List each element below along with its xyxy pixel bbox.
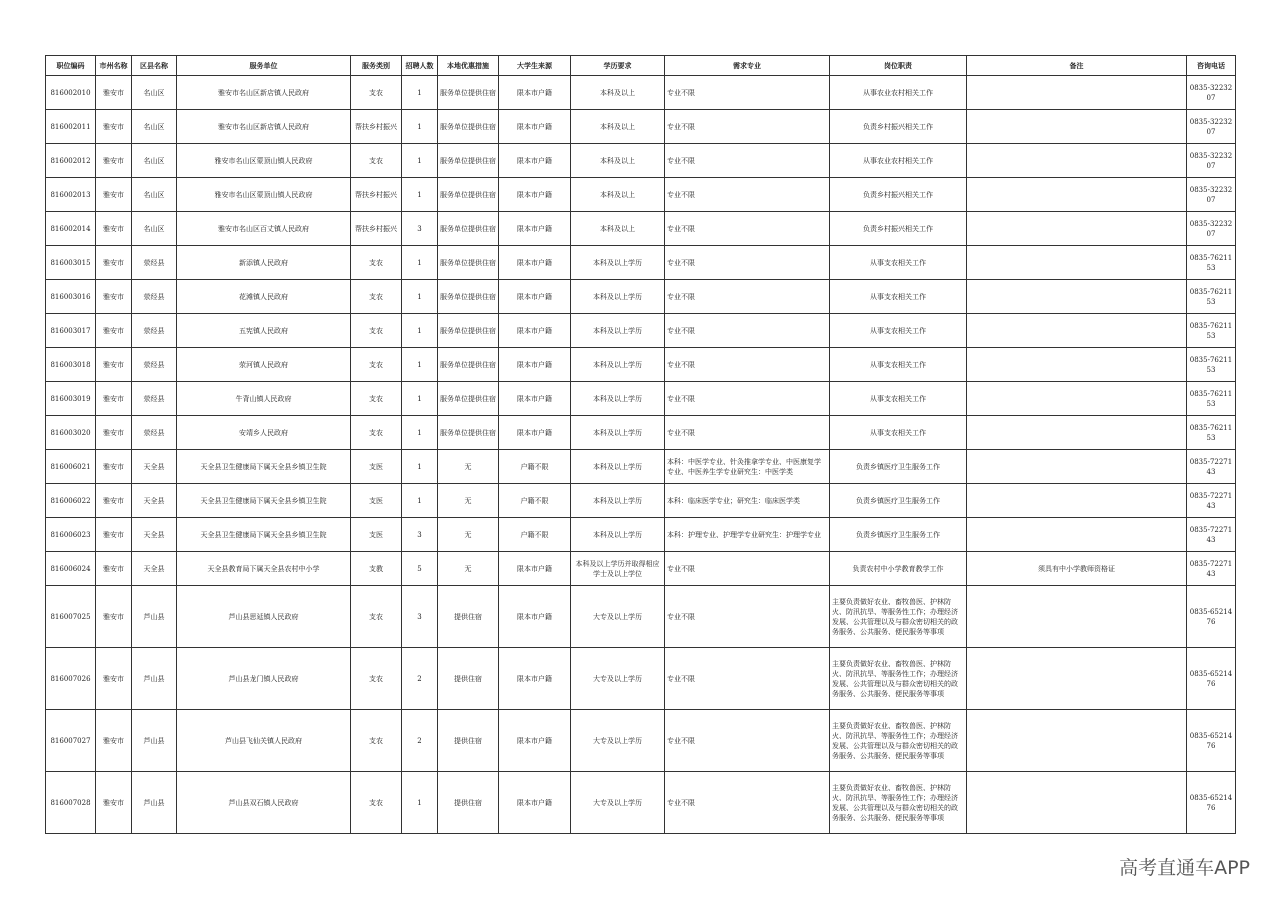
table-row — [46, 280, 1236, 314]
major-cell: 专业不限 — [665, 382, 830, 416]
job-code-cell: 816002010 — [46, 76, 96, 110]
header-cell: 服务类别 — [351, 56, 402, 76]
student-source-cell: 限本市户籍 — [499, 552, 571, 586]
job-code-cell: 816003019 — [46, 382, 96, 416]
service-unit-cell: 荥河镇人民政府 — [177, 348, 351, 382]
service-unit-cell: 天全县卫生健康局下属天全县乡镇卫生院 — [177, 484, 351, 518]
student-source-cell: 限本市户籍 — [499, 246, 571, 280]
duties-cell: 负责农村中小学教育教学工作 — [830, 552, 967, 586]
remarks-cell — [967, 648, 1187, 710]
table-body — [46, 76, 1236, 834]
duties-cell: 主要负责做好农业、畜牧兽医、护林防火、防汛抗旱、等服务性工作；办理经济发展、公共管理以及与群众密切相关的政务服务、公共服务、便民服务等事项 — [830, 710, 967, 772]
watermark: 高考直通车APP — [1119, 857, 1250, 879]
remarks-cell — [967, 314, 1187, 348]
headcount-cell: 1 — [402, 314, 438, 348]
local-benefit-cell: 服务单位提供住宿 — [438, 382, 499, 416]
service-unit-cell: 天全县卫生健康局下属天全县乡镇卫生院 — [177, 450, 351, 484]
phone-cell: 0835-7227143 — [1187, 552, 1236, 586]
service-type-cell: 支农 — [351, 348, 402, 382]
county-cell: 名山区 — [132, 76, 177, 110]
service-unit-cell: 雅安市名山区蒙顶山镇人民政府 — [177, 178, 351, 212]
remarks-cell — [967, 280, 1187, 314]
city-cell: 雅安市 — [96, 246, 132, 280]
local-benefit-cell: 服务单位提供住宿 — [438, 314, 499, 348]
job-code-cell: 816007028 — [46, 772, 96, 834]
city-cell: 雅安市 — [96, 348, 132, 382]
phone-cell: 0835-7621153 — [1187, 382, 1236, 416]
phone-cell: 0835-7227143 — [1187, 450, 1236, 484]
headcount-cell: 1 — [402, 76, 438, 110]
service-unit-cell: 雅安市名山区百丈镇人民政府 — [177, 212, 351, 246]
education-cell: 本科及以上 — [571, 76, 665, 110]
service-type-cell: 支医 — [351, 484, 402, 518]
major-cell: 本科：护理专业、护理学专业研究生：护理学专业 — [665, 518, 830, 552]
phone-cell: 0835-6521476 — [1187, 772, 1236, 834]
student-source-cell: 限本市户籍 — [499, 416, 571, 450]
student-source-cell: 限本市户籍 — [499, 772, 571, 834]
header-cell: 区县名称 — [132, 56, 177, 76]
header-row — [46, 56, 1236, 76]
service-type-cell: 支农 — [351, 772, 402, 834]
headcount-cell: 1 — [402, 144, 438, 178]
phone-cell: 0835-3223207 — [1187, 110, 1236, 144]
duties-cell: 负责乡村振兴相关工作 — [830, 178, 967, 212]
education-cell: 本科及以上学历 — [571, 314, 665, 348]
service-unit-cell: 五宪镇人民政府 — [177, 314, 351, 348]
job-code-cell: 816002011 — [46, 110, 96, 144]
job-code-cell: 816003016 — [46, 280, 96, 314]
service-type-cell: 支农 — [351, 648, 402, 710]
headcount-cell: 1 — [402, 416, 438, 450]
service-type-cell: 支农 — [351, 144, 402, 178]
phone-cell: 0835-3223207 — [1187, 144, 1236, 178]
phone-cell: 0835-3223207 — [1187, 76, 1236, 110]
city-cell: 雅安市 — [96, 710, 132, 772]
job-code-cell: 816007027 — [46, 710, 96, 772]
local-benefit-cell: 无 — [438, 518, 499, 552]
major-cell: 专业不限 — [665, 212, 830, 246]
headcount-cell: 1 — [402, 348, 438, 382]
table-row — [46, 710, 1236, 772]
county-cell: 芦山县 — [132, 586, 177, 648]
service-unit-cell: 花滩镇人民政府 — [177, 280, 351, 314]
phone-cell: 0835-7621153 — [1187, 314, 1236, 348]
county-cell: 天全县 — [132, 450, 177, 484]
service-type-cell: 帮扶乡村振兴 — [351, 212, 402, 246]
header-cell: 需求专业 — [665, 56, 830, 76]
remarks-cell — [967, 518, 1187, 552]
remarks-cell — [967, 348, 1187, 382]
remarks-cell — [967, 110, 1187, 144]
header-cell: 学历要求 — [571, 56, 665, 76]
table-row — [46, 382, 1236, 416]
table-row — [46, 110, 1236, 144]
remarks-cell: 须具有中小学教师资格证 — [967, 552, 1187, 586]
student-source-cell: 户籍不限 — [499, 518, 571, 552]
local-benefit-cell: 服务单位提供住宿 — [438, 76, 499, 110]
major-cell: 专业不限 — [665, 314, 830, 348]
city-cell: 雅安市 — [96, 144, 132, 178]
city-cell: 雅安市 — [96, 552, 132, 586]
service-type-cell: 支医 — [351, 450, 402, 484]
remarks-cell — [967, 586, 1187, 648]
remarks-cell — [967, 144, 1187, 178]
local-benefit-cell: 提供住宿 — [438, 586, 499, 648]
student-source-cell: 限本市户籍 — [499, 348, 571, 382]
county-cell: 芦山县 — [132, 648, 177, 710]
city-cell: 雅安市 — [96, 110, 132, 144]
duties-cell: 从事支农相关工作 — [830, 348, 967, 382]
service-type-cell: 支农 — [351, 382, 402, 416]
phone-cell: 0835-3223207 — [1187, 178, 1236, 212]
duties-cell: 主要负责做好农业、畜牧兽医、护林防火、防汛抗旱、等服务性工作；办理经济发展、公共管理以及与群众密切相关的政务服务、公共服务、便民服务等事项 — [830, 648, 967, 710]
education-cell: 本科及以上学历 — [571, 280, 665, 314]
service-type-cell: 帮扶乡村振兴 — [351, 110, 402, 144]
phone-cell: 0835-7227143 — [1187, 484, 1236, 518]
service-type-cell: 支农 — [351, 416, 402, 450]
city-cell: 雅安市 — [96, 76, 132, 110]
remarks-cell — [967, 246, 1187, 280]
duties-cell: 主要负责做好农业、畜牧兽医、护林防火、防汛抗旱、等服务性工作；办理经济发展、公共管理以及与群众密切相关的政务服务、公共服务、便民服务等事项 — [830, 772, 967, 834]
headcount-cell: 1 — [402, 246, 438, 280]
remarks-cell — [967, 178, 1187, 212]
table-row — [46, 772, 1236, 834]
student-source-cell: 户籍不限 — [499, 450, 571, 484]
headcount-cell: 1 — [402, 484, 438, 518]
education-cell: 本科及以上学历 — [571, 518, 665, 552]
service-unit-cell: 雅安市名山区蒙顶山镇人民政府 — [177, 144, 351, 178]
local-benefit-cell: 服务单位提供住宿 — [438, 348, 499, 382]
remarks-cell — [967, 710, 1187, 772]
headcount-cell: 1 — [402, 280, 438, 314]
student-source-cell: 限本市户籍 — [499, 280, 571, 314]
major-cell: 专业不限 — [665, 552, 830, 586]
job-code-cell: 816003018 — [46, 348, 96, 382]
remarks-cell — [967, 382, 1187, 416]
service-type-cell: 帮扶乡村振兴 — [351, 178, 402, 212]
education-cell: 本科及以上学历 — [571, 246, 665, 280]
service-type-cell: 支农 — [351, 280, 402, 314]
local-benefit-cell: 服务单位提供住宿 — [438, 246, 499, 280]
duties-cell: 负责乡镇医疗卫生服务工作 — [830, 518, 967, 552]
city-cell: 雅安市 — [96, 314, 132, 348]
duties-cell: 负责乡镇医疗卫生服务工作 — [830, 450, 967, 484]
city-cell: 雅安市 — [96, 416, 132, 450]
student-source-cell: 限本市户籍 — [499, 382, 571, 416]
service-type-cell: 支农 — [351, 314, 402, 348]
phone-cell: 0835-7227143 — [1187, 518, 1236, 552]
service-unit-cell: 芦山县飞仙关镇人民政府 — [177, 710, 351, 772]
headcount-cell: 1 — [402, 178, 438, 212]
major-cell: 专业不限 — [665, 416, 830, 450]
county-cell: 荥经县 — [132, 348, 177, 382]
headcount-cell: 3 — [402, 212, 438, 246]
job-code-cell: 816007025 — [46, 586, 96, 648]
table-row — [46, 648, 1236, 710]
job-code-cell: 816006023 — [46, 518, 96, 552]
city-cell: 雅安市 — [96, 586, 132, 648]
service-unit-cell: 新添镇人民政府 — [177, 246, 351, 280]
student-source-cell: 户籍不限 — [499, 484, 571, 518]
remarks-cell — [967, 772, 1187, 834]
service-type-cell: 支农 — [351, 586, 402, 648]
student-source-cell: 限本市户籍 — [499, 76, 571, 110]
table-row — [46, 314, 1236, 348]
city-cell: 雅安市 — [96, 178, 132, 212]
phone-cell: 0835-7621153 — [1187, 246, 1236, 280]
major-cell: 专业不限 — [665, 144, 830, 178]
table-row — [46, 450, 1236, 484]
county-cell: 荥经县 — [132, 314, 177, 348]
job-code-cell: 816006024 — [46, 552, 96, 586]
county-cell: 芦山县 — [132, 710, 177, 772]
remarks-cell — [967, 450, 1187, 484]
education-cell: 本科及以上学历并取得相应学士及以上学位 — [571, 552, 665, 586]
headcount-cell: 1 — [402, 772, 438, 834]
headcount-cell: 5 — [402, 552, 438, 586]
remarks-cell — [967, 76, 1187, 110]
service-unit-cell: 芦山县龙门镇人民政府 — [177, 648, 351, 710]
service-type-cell: 支医 — [351, 518, 402, 552]
student-source-cell: 限本市户籍 — [499, 314, 571, 348]
table-row — [46, 416, 1236, 450]
table-row — [46, 144, 1236, 178]
phone-cell: 0835-7621153 — [1187, 280, 1236, 314]
header-cell: 招聘人数 — [402, 56, 438, 76]
major-cell: 专业不限 — [665, 586, 830, 648]
header-cell: 咨询电话 — [1187, 56, 1236, 76]
duties-cell: 从事支农相关工作 — [830, 246, 967, 280]
major-cell: 专业不限 — [665, 648, 830, 710]
major-cell: 专业不限 — [665, 348, 830, 382]
major-cell: 专业不限 — [665, 246, 830, 280]
student-source-cell: 限本市户籍 — [499, 586, 571, 648]
remarks-cell — [967, 484, 1187, 518]
phone-cell: 0835-7621153 — [1187, 416, 1236, 450]
student-source-cell: 限本市户籍 — [499, 212, 571, 246]
student-source-cell: 限本市户籍 — [499, 178, 571, 212]
job-code-cell: 816003015 — [46, 246, 96, 280]
county-cell: 名山区 — [132, 178, 177, 212]
student-source-cell: 限本市户籍 — [499, 110, 571, 144]
job-code-cell: 816003020 — [46, 416, 96, 450]
local-benefit-cell: 服务单位提供住宿 — [438, 212, 499, 246]
city-cell: 雅安市 — [96, 772, 132, 834]
table-row — [46, 246, 1236, 280]
local-benefit-cell: 服务单位提供住宿 — [438, 178, 499, 212]
job-code-cell: 816002014 — [46, 212, 96, 246]
headcount-cell: 2 — [402, 710, 438, 772]
student-source-cell: 限本市户籍 — [499, 144, 571, 178]
service-unit-cell: 天全县卫生健康局下属天全县乡镇卫生院 — [177, 518, 351, 552]
city-cell: 雅安市 — [96, 648, 132, 710]
local-benefit-cell: 提供住宿 — [438, 710, 499, 772]
city-cell: 雅安市 — [96, 280, 132, 314]
header-cell: 市州名称 — [96, 56, 132, 76]
major-cell: 专业不限 — [665, 76, 830, 110]
table-row — [46, 76, 1236, 110]
local-benefit-cell: 服务单位提供住宿 — [438, 110, 499, 144]
job-code-cell: 816003017 — [46, 314, 96, 348]
county-cell: 天全县 — [132, 484, 177, 518]
duties-cell: 从事支农相关工作 — [830, 314, 967, 348]
city-cell: 雅安市 — [96, 484, 132, 518]
county-cell: 天全县 — [132, 552, 177, 586]
county-cell: 芦山县 — [132, 772, 177, 834]
service-unit-cell: 雅安市名山区新店镇人民政府 — [177, 76, 351, 110]
headcount-cell: 1 — [402, 450, 438, 484]
education-cell: 本科及以上 — [571, 144, 665, 178]
duties-cell: 主要负责做好农业、畜牧兽医、护林防火、防汛抗旱、等服务性工作；办理经济发展、公共管理以及与群众密切相关的政务服务、公共服务、便民服务等事项 — [830, 586, 967, 648]
job-code-cell: 816002012 — [46, 144, 96, 178]
table-row — [46, 586, 1236, 648]
local-benefit-cell: 无 — [438, 552, 499, 586]
duties-cell: 从事支农相关工作 — [830, 280, 967, 314]
job-code-cell: 816007026 — [46, 648, 96, 710]
table-row — [46, 484, 1236, 518]
job-code-cell: 816002013 — [46, 178, 96, 212]
major-cell: 专业不限 — [665, 772, 830, 834]
service-type-cell: 支农 — [351, 710, 402, 772]
education-cell: 大专及以上学历 — [571, 710, 665, 772]
remarks-cell — [967, 212, 1187, 246]
service-unit-cell: 安靖乡人民政府 — [177, 416, 351, 450]
service-unit-cell: 牛背山镇人民政府 — [177, 382, 351, 416]
job-code-cell: 816006021 — [46, 450, 96, 484]
local-benefit-cell: 服务单位提供住宿 — [438, 416, 499, 450]
duties-cell: 从事农业农村相关工作 — [830, 144, 967, 178]
table-row — [46, 348, 1236, 382]
major-cell: 本科：中医学专业、针灸推拿学专业、中医康复学专业、中医养生学专业研究生：中医学类 — [665, 450, 830, 484]
education-cell: 本科及以上学历 — [571, 382, 665, 416]
header-cell: 岗位职责 — [830, 56, 967, 76]
county-cell: 荥经县 — [132, 246, 177, 280]
city-cell: 雅安市 — [96, 518, 132, 552]
table-row — [46, 552, 1236, 586]
header-cell: 大学生来源 — [499, 56, 571, 76]
phone-cell: 0835-6521476 — [1187, 710, 1236, 772]
major-cell: 专业不限 — [665, 110, 830, 144]
service-unit-cell: 雅安市名山区新店镇人民政府 — [177, 110, 351, 144]
phone-cell: 0835-6521476 — [1187, 586, 1236, 648]
county-cell: 名山区 — [132, 212, 177, 246]
phone-cell: 0835-7621153 — [1187, 348, 1236, 382]
county-cell: 荥经县 — [132, 416, 177, 450]
service-type-cell: 支农 — [351, 246, 402, 280]
headcount-cell: 3 — [402, 586, 438, 648]
service-type-cell: 支教 — [351, 552, 402, 586]
education-cell: 本科及以上 — [571, 178, 665, 212]
phone-cell: 0835-3223207 — [1187, 212, 1236, 246]
major-cell: 专业不限 — [665, 178, 830, 212]
duties-cell: 从事支农相关工作 — [830, 416, 967, 450]
education-cell: 本科及以上学历 — [571, 348, 665, 382]
duties-cell: 负责乡村振兴相关工作 — [830, 212, 967, 246]
county-cell: 荥经县 — [132, 382, 177, 416]
local-benefit-cell: 无 — [438, 450, 499, 484]
local-benefit-cell: 提供住宿 — [438, 772, 499, 834]
city-cell: 雅安市 — [96, 450, 132, 484]
local-benefit-cell: 提供住宿 — [438, 648, 499, 710]
duties-cell: 负责乡村振兴相关工作 — [830, 110, 967, 144]
headcount-cell: 1 — [402, 382, 438, 416]
education-cell: 本科及以上学历 — [571, 416, 665, 450]
education-cell: 大专及以上学历 — [571, 772, 665, 834]
education-cell: 本科及以上学历 — [571, 450, 665, 484]
phone-cell: 0835-6521476 — [1187, 648, 1236, 710]
student-source-cell: 限本市户籍 — [499, 710, 571, 772]
major-cell: 专业不限 — [665, 710, 830, 772]
headcount-cell: 2 — [402, 648, 438, 710]
header-cell: 服务单位 — [177, 56, 351, 76]
headcount-cell: 3 — [402, 518, 438, 552]
education-cell: 本科及以上 — [571, 110, 665, 144]
education-cell: 大专及以上学历 — [571, 586, 665, 648]
education-cell: 本科及以上 — [571, 212, 665, 246]
duties-cell: 从事支农相关工作 — [830, 382, 967, 416]
student-source-cell: 限本市户籍 — [499, 648, 571, 710]
service-unit-cell: 天全县教育局下属天全县农村中小学 — [177, 552, 351, 586]
local-benefit-cell: 服务单位提供住宿 — [438, 144, 499, 178]
major-cell: 专业不限 — [665, 280, 830, 314]
city-cell: 雅安市 — [96, 212, 132, 246]
local-benefit-cell: 服务单位提供住宿 — [438, 280, 499, 314]
header-cell: 备注 — [967, 56, 1187, 76]
table-row — [46, 518, 1236, 552]
table-row — [46, 178, 1236, 212]
service-unit-cell: 芦山县思延镇人民政府 — [177, 586, 351, 648]
remarks-cell — [967, 416, 1187, 450]
service-type-cell: 支农 — [351, 76, 402, 110]
county-cell: 天全县 — [132, 518, 177, 552]
county-cell: 荥经县 — [132, 280, 177, 314]
duties-cell: 负责乡镇医疗卫生服务工作 — [830, 484, 967, 518]
header-cell: 职位编码 — [46, 56, 96, 76]
duties-cell: 从事农业农村相关工作 — [830, 76, 967, 110]
table-row — [46, 212, 1236, 246]
headcount-cell: 1 — [402, 110, 438, 144]
job-code-cell: 816006022 — [46, 484, 96, 518]
local-benefit-cell: 无 — [438, 484, 499, 518]
major-cell: 本科：临床医学专业；研究生：临床医学类 — [665, 484, 830, 518]
service-unit-cell: 芦山县双石镇人民政府 — [177, 772, 351, 834]
city-cell: 雅安市 — [96, 382, 132, 416]
county-cell: 名山区 — [132, 110, 177, 144]
header-cell: 本地优惠措施 — [438, 56, 499, 76]
county-cell: 名山区 — [132, 144, 177, 178]
education-cell: 大专及以上学历 — [571, 648, 665, 710]
job-table — [45, 55, 1236, 834]
education-cell: 本科及以上学历 — [571, 484, 665, 518]
